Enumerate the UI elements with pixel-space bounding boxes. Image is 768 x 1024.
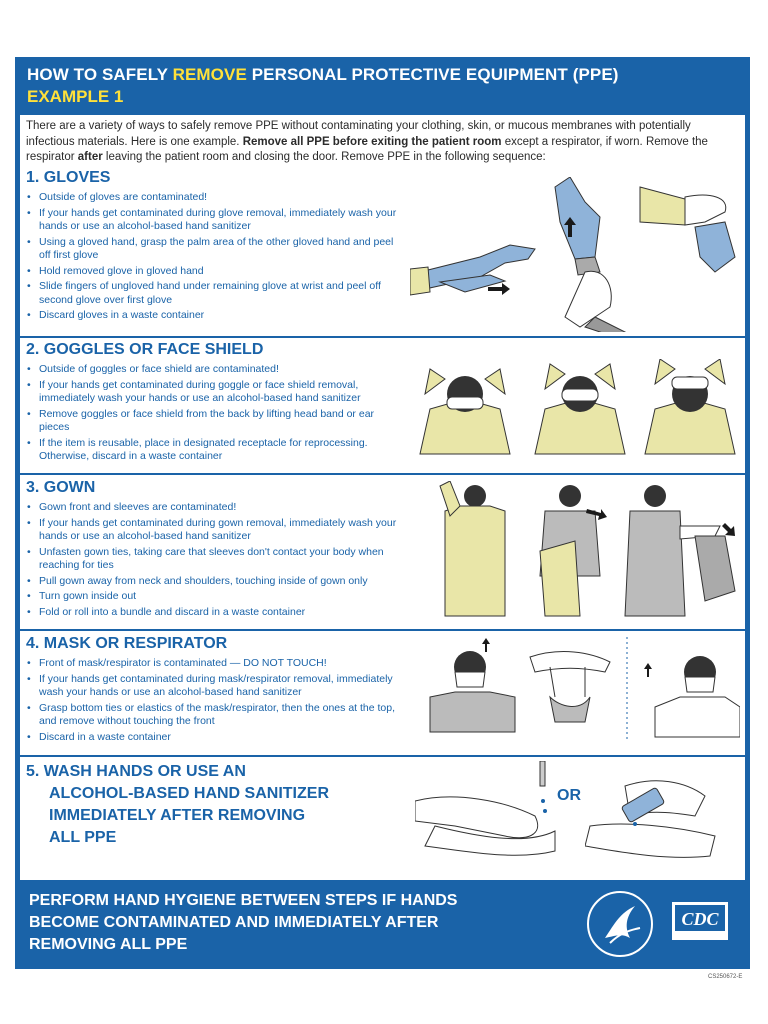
hand-washing-illustration — [415, 761, 565, 866]
section-divider — [20, 473, 745, 475]
list-item: • Remove goggles or face shield from the back by lifting head band or ear pieces — [26, 408, 406, 435]
goggles-illustration — [415, 359, 740, 457]
section-divider — [20, 336, 745, 338]
title-highlight: REMOVE — [172, 65, 247, 84]
or-label: OR — [557, 787, 581, 804]
list-item: • Gown front and sleeves are contaminated! — [26, 501, 406, 515]
section-title: 1. GLOVES — [26, 169, 111, 186]
list-item: • Slide fingers of ungloved hand under remaining glove at wrist and peel off second glove over first glove — [26, 280, 406, 307]
agency-logos — [580, 888, 740, 960]
section-divider — [20, 629, 745, 631]
footer-message: PERFORM HAND HYGIENE BETWEEN STEPS IF HANDS BECOME CONTAMINATED AND IMMEDIATELY AFTER REMOVING ALL PPE — [29, 892, 458, 953]
list-item: • Outside of goggles or face shield are contaminated! — [26, 363, 406, 377]
list-item: • If your hands get contaminated during gown removal, immediately wash your hands or use an alcohol-based hand sanitizer — [26, 517, 406, 544]
list-item: • Using a gloved hand, grasp the palm area of the other gloved hand and peel off first glove — [26, 236, 406, 263]
list-item: • If the item is reusable, place in designated receptacle for reprocessing. Otherwise, discard in a waste container — [26, 437, 406, 464]
bullet-list — [26, 501, 406, 621]
list-item: • Pull gown away from neck and shoulders, touching inside of gown only — [26, 575, 406, 589]
svg-text:CDC: CDC — [681, 909, 719, 929]
page-subtitle: EXAMPLE 1 — [27, 87, 124, 106]
list-item: • Grasp bottom ties or elastics of the mask/respirator, then the ones at the top, and remove without touching the front — [26, 702, 406, 729]
list-item: • Front of mask/respirator is contaminated — DO NOT TOUCH! — [26, 657, 406, 671]
document-code: CS250672-E — [708, 974, 743, 980]
bullet-list — [26, 191, 406, 325]
gloves-illustration — [410, 177, 740, 332]
hhs-logo-icon — [588, 892, 652, 956]
cdc-logo-icon — [672, 902, 728, 940]
page-title: HOW TO SAFELY REMOVE PERSONAL PROTECTIVE EQUIPMENT (PPE) — [27, 65, 619, 84]
content-panel — [20, 115, 745, 880]
section-title: 3. GOWN — [26, 479, 96, 496]
list-item: • Hold removed glove in gloved hand — [26, 265, 406, 279]
section-mask — [20, 635, 745, 750]
list-item: • Outside of gloves are contaminated! — [26, 191, 406, 205]
section-gown — [20, 479, 745, 624]
intro-paragraph: There are a variety of ways to safely remove PPE without contaminating your clothing, skin, or mucous membranes with potentially infectious materials. Here is one example. Remove all PPE before exiting the patient room except a respirator, if worn. Remove the respirator after leaving the patient room and closing the door. Remove PPE in the following sequence: — [26, 120, 708, 163]
list-item: • Turn gown inside out — [26, 590, 406, 604]
section-gloves — [20, 169, 745, 334]
gown-illustration — [435, 481, 740, 621]
list-item: • Discard in a waste container — [26, 731, 406, 745]
section-title: 2. GOGGLES OR FACE SHIELD — [26, 341, 264, 358]
list-item: • If your hands get contaminated during glove removal, immediately wash your hands or use an alcohol-based hand sanitizer — [26, 207, 406, 234]
list-item: • Fold or roll into a bundle and discard in a waste container — [26, 606, 406, 620]
section-title: 4. MASK OR RESPIRATOR — [26, 635, 228, 652]
list-item: • Discard gloves in a waste container — [26, 309, 406, 323]
bullet-list — [26, 363, 406, 466]
section-goggles — [20, 341, 745, 471]
section-hand-hygiene — [20, 761, 745, 871]
list-item: • If your hands get contaminated during goggle or face shield removal, immediately wash your hands or use an alcohol-based hand sanitizer — [26, 379, 406, 406]
list-item: • If your hands get contaminated during mask/respirator removal, immediately wash your hands or use an alcohol-based hand sanitizer — [26, 673, 406, 700]
section-divider — [20, 755, 745, 757]
bullet-list — [26, 657, 406, 746]
section-title: 5. WASH HANDS OR USE AN ALCOHOL-BASED HAND SANITIZER IMMEDIATELY AFTER REMOVING ALL PPE — [26, 763, 329, 846]
mask-illustration — [415, 637, 740, 747]
poster-header — [15, 57, 750, 115]
hand-sanitizer-illustration — [585, 766, 740, 866]
list-item: • Unfasten gown ties, taking care that sleeves don't contact your body when reaching for ties — [26, 546, 406, 573]
